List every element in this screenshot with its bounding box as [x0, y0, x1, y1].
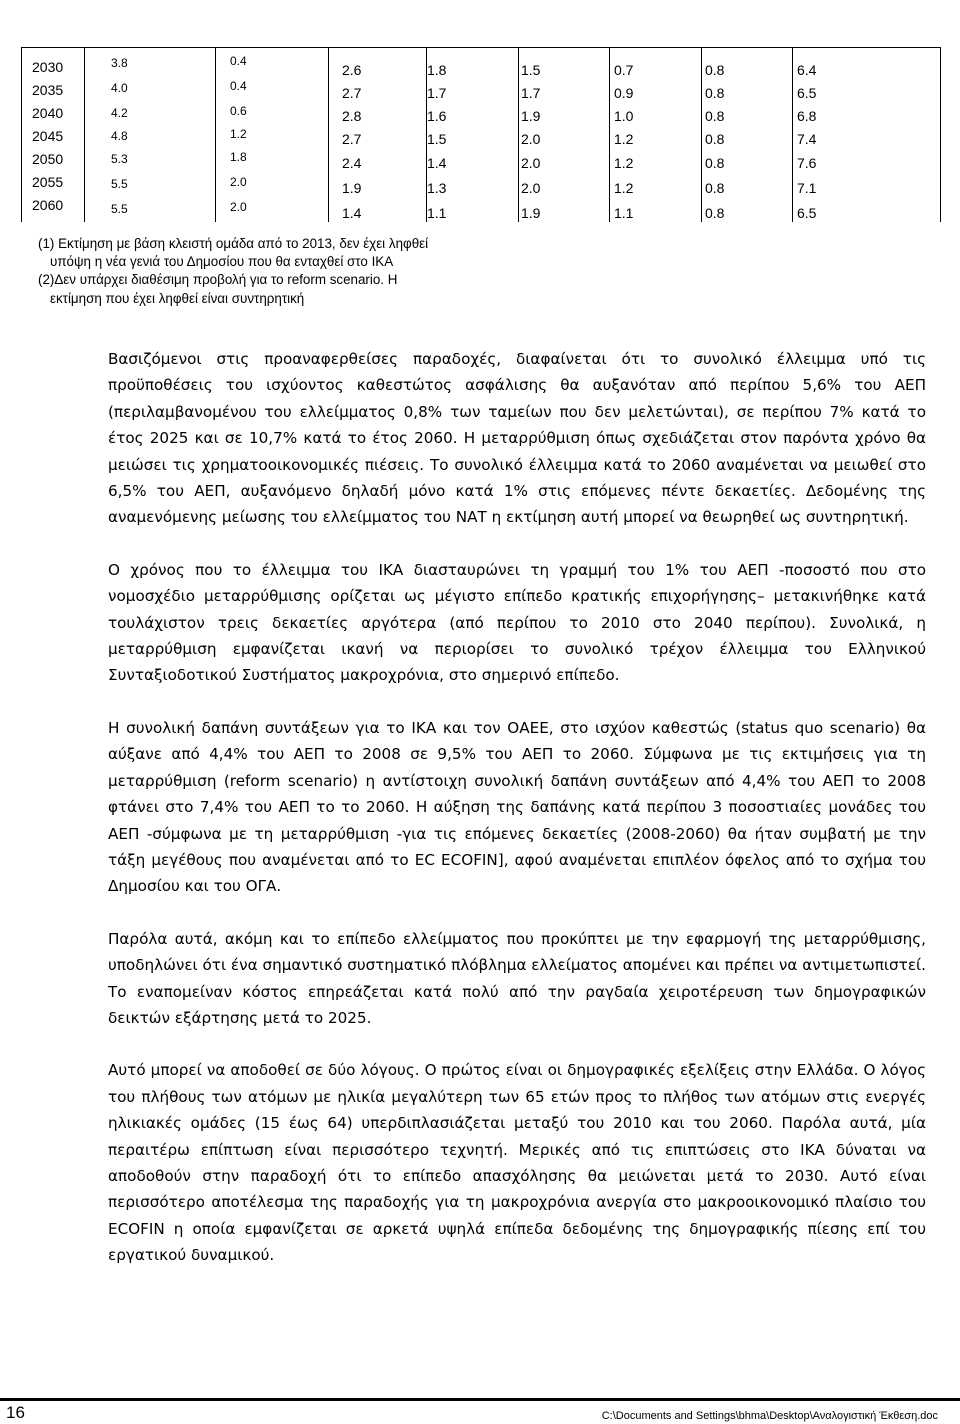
- value-cell: 0.4: [230, 79, 247, 93]
- value-cell: 5.5: [111, 177, 128, 191]
- value-cell: 0.8: [705, 205, 725, 221]
- value-cell: 1.3: [427, 180, 447, 196]
- value-cell: 1.8: [230, 150, 247, 164]
- value-cell: 1.5: [427, 131, 447, 147]
- page-number: 16: [6, 1403, 25, 1422]
- value-cell: 1.1: [614, 205, 634, 221]
- value-cell: 4.2: [111, 106, 128, 120]
- value-cell: 2.0: [521, 180, 541, 196]
- value-cell: 6.5: [797, 205, 817, 221]
- table-footnotes: [38, 235, 468, 308]
- value-cell: 2.6: [342, 62, 362, 78]
- value-cell: 0.8: [705, 131, 725, 147]
- value-cell: 1.1: [427, 205, 447, 221]
- value-cell: 5.5: [111, 202, 128, 216]
- value-cell: 1.7: [427, 85, 447, 101]
- value-cell: 0.8: [705, 108, 725, 124]
- value-cell: 7.1: [797, 180, 817, 196]
- value-cell: 2.7: [342, 85, 362, 101]
- value-cell: 0.4: [230, 54, 247, 68]
- value-cell: 0.8: [705, 85, 725, 101]
- value-cell: 5.3: [111, 152, 128, 166]
- value-cell: 7.4: [797, 131, 817, 147]
- value-cell: 1.8: [427, 62, 447, 78]
- value-cell: 1.9: [521, 205, 541, 221]
- table-row: [22, 194, 940, 221]
- value-cell: 2.0: [230, 175, 247, 189]
- year-cell: 2060: [32, 197, 64, 213]
- value-cell: 1.7: [521, 85, 541, 101]
- value-cell: 1.4: [342, 205, 362, 221]
- table-row: [22, 148, 940, 171]
- projection-table: [21, 47, 941, 222]
- value-cell: 6.4: [797, 62, 817, 78]
- value-cell: 4.8: [111, 129, 128, 143]
- body-text: [108, 346, 926, 1295]
- value-cell: 1.2: [614, 131, 634, 147]
- footnote-2-line-1: (2)Δεν υπάρχει διαθέσιμη προβολή για το reform scenario. Η: [38, 272, 398, 288]
- paragraph: Βασιζόμενοι στις προαναφερθείσες παραδοχές, διαφαίνεται ότι το συνολικό έλλειμμα υπό τις προϋποθέσεις του ισχύοντος καθεστώτος ασφάλισης θα αυξανόταν από περίπου 5,6% του ΑΕΠ (περιλαμβανομένου του ελλείμματος 0,8% των ταμείων που δεν μελετώνται), σε περίπου 7% κατά το έτος 2025 και σε 10,7% κατά το έτος 2060. Η μεταρρύθμιση όπως σχεδιάζεται στον παρόντα χρόνο θα μειώσει τις χρηματοοικονομικές πιέσεις. Το συνολικό έλλειμμα κατά το 2060 αναμένεται να μειωθεί στο 6,5% του ΑΕΠ, αυξανόμενο δηλαδή μόνο κατά 1% στις επόμενες πέντε δεκαετίες. Δεδομένης της αναμενόμενης μείωσης του ελλείμματος του ΝΑΤ η εκτίμηση αυτή μπορεί να θεωρηθεί ως συντηρητική.: [108, 350, 926, 527]
- value-cell: 1.2: [614, 155, 634, 171]
- paragraph: Παρόλα αυτά, ακόμη και το επίπεδο ελλείμματος που προκύπτει με την εφαρμογή της μεταρρύθμισης, υποδηλώνει ότι ένα σημαντικό συστηματικό πλόβλημα ελλείματος απομένει και πρέπει να αντιμετωπιστεί. Το εναπομείναν κόστος επηρεάζεται κατά πολύ από την ραγδαία χειροτέρευση των δημογραφικών δεικτών εξάρτησης μετά το 2025.: [108, 929, 926, 1027]
- value-cell: 2.7: [342, 131, 362, 147]
- value-cell: 2.0: [521, 131, 541, 147]
- value-cell: 0.8: [705, 180, 725, 196]
- value-cell: 1.9: [521, 108, 541, 124]
- table-row: [22, 79, 940, 102]
- footnote-1-line-2: υπόψη η νέα γενιά του Δημοσίου που θα ενταχθεί στο ΙΚΑ: [50, 254, 394, 270]
- year-cell: 2055: [32, 174, 64, 190]
- footer-rule: [0, 1398, 960, 1401]
- value-cell: 0.8: [705, 62, 725, 78]
- year-cell: 2040: [32, 105, 64, 121]
- value-cell: 1.2: [614, 180, 634, 196]
- value-cell: 1.6: [427, 108, 447, 124]
- footnote-1-line-1: (1) Εκτίμηση με βάση κλειστή ομάδα από το 2013, δεν έχει ληφθεί: [38, 236, 429, 251]
- year-cell: 2050: [32, 151, 64, 167]
- value-cell: 2.0: [230, 200, 247, 214]
- table-row: [22, 171, 940, 194]
- value-cell: 4.0: [111, 81, 128, 95]
- value-cell: 0.6: [230, 104, 247, 118]
- value-cell: 1.9: [342, 180, 362, 196]
- value-cell: 2.4: [342, 155, 362, 171]
- value-cell: 6.8: [797, 108, 817, 124]
- value-cell: 1.5: [521, 62, 541, 78]
- value-cell: 0.7: [614, 62, 634, 78]
- year-cell: 2030: [32, 59, 64, 75]
- value-cell: 0.8: [705, 155, 725, 171]
- value-cell: 7.6: [797, 155, 817, 171]
- year-cell: 2035: [32, 82, 64, 98]
- table-row: [22, 102, 940, 125]
- value-cell: 3.8: [111, 56, 128, 70]
- paragraph: Η συνολική δαπάνη συντάξεων για το ΙΚΑ και τον ΟΑΕΕ, στο ισχύον καθεστώς (status quo scenario) θα αύξανε από 4,4% του ΑΕΠ το 2008 σε 9,5% του ΑΕΠ το 2060. Σύμφωνα με τις εκτιμήσεις για τη μεταρρύθμιση (reform scenario) η αντίστοιχη συνολική δαπάνη συντάξεων από 4,4% του ΑΕΠ το 2008 φτάνει στο 7,4% του ΑΕΠ το το 2060. Η αύξηση της δαπάνης κατά περίπου 3 ποσοστιαίες μονάδες του ΑΕΠ -σύμφωνα με τη μεταρρύθμιση -για τις επόμενες δεκαετίες (2008-2060) θα ήταν συμβατή με την τάξη μεγέθους που αναμένεται από το EC ECOFIN], αφού αναμένεται επιπλέον όφελος από το σχήμα του Δημοσίου και του ΟΓΑ.: [108, 718, 926, 896]
- value-cell: 0.9: [614, 85, 634, 101]
- value-cell: 1.0: [614, 108, 634, 124]
- value-cell: 1.2: [230, 127, 247, 141]
- year-cell: 2045: [32, 128, 64, 144]
- value-cell: 2.0: [521, 155, 541, 171]
- table-row: [22, 125, 940, 148]
- footnote-2-line-2: εκτίμηση που έχει ληφθεί είναι συντηρητική: [50, 290, 305, 306]
- value-cell: 2.8: [342, 108, 362, 124]
- value-cell: 6.5: [797, 85, 817, 101]
- table-row: [22, 56, 940, 79]
- value-cell: 1.4: [427, 155, 447, 171]
- file-path: C:\Documents and Settings\bhma\Desktop\Αναλογιστική Έκθεση.doc: [601, 1410, 938, 1422]
- paragraph: Αυτό μπορεί να αποδοθεί σε δύο λόγους. Ο πρώτος είναι οι δημογραφικές εξελίξεις στην Ελλάδα. Ο λόγος του πλήθους των ατόμων με ηλικία μεγαλύτερη των 65 ετών προς το πλήθος των ατόμων στις ενεργές ηλικιακές ομάδες (15 έως 64) υπερδιπλασιάζεται μεταξύ του 2010 και του 2060. Παρόλα αυτά, μία περαιτέρω επίπτωση είναι περισσότερο τεχνητή. Μερικές από τις επιπτώσεις στο ΙΚΑ δύναται να αποδοθούν στην παραδοχή ότι το επίπεδο απασχόλησης θα μειώνεται μετά το 2030. Αυτό είναι περισσότερο αποτέλεσμα της παραδοχής για τη μακροχρόνια ανεργία στο μακροοικονομικό πλαίσιο του ECOFIN η οποία εμφανίζεται σε αρκετά υψηλά επίπεδα δεδομένης της δημογραφικής πίεσης επί του εργατικού δυναμικού.: [108, 1061, 926, 1265]
- paragraph: Ο χρόνος που το έλλειμμα του ΙΚΑ διασταυρώνει τη γραμμή του 1% του ΑΕΠ -ποσοστό που στο νομοσχέδιο μεταρρύθμισης ορίζεται ως μέγιστο επίπεδο κρατικής επιχορήγησης– μετακινήθηκε κατά τουλάχιστον τρεις δεκαετίες αργότερα (από περίπου το 2010 στο 2040 περίπου). Συνολικά, η μεταρρύθμιση εμφανίζεται ικανή να περιορίσει το συνολικό τρέχον έλλειμμα του Ελληνικού Συνταξιοδοτικού Συστήματος μακροχρόνια, στο σημερινό επίπεδο.: [108, 560, 926, 685]
